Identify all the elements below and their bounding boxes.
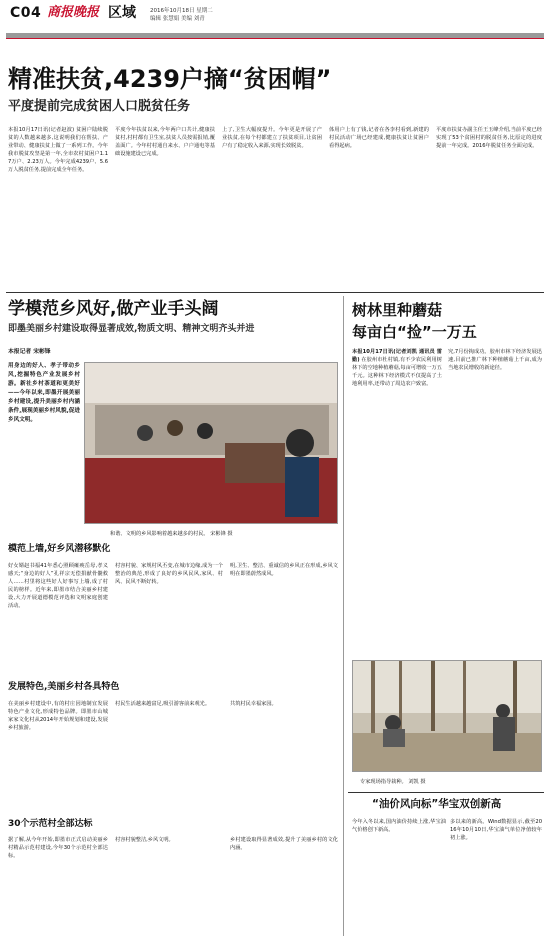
story2-sub2: 发展特色,美丽乡村各具特色	[8, 682, 120, 692]
story2-photo-caption: 和谐、文明的乡风影响着越来越多的村民。 宋彬锋 摄	[110, 531, 233, 537]
page-code: C04	[10, 5, 42, 21]
story2-subtitle: 即墨美丽乡村建设取得显著成效,物质文明、精神文明齐头并进	[8, 324, 255, 334]
story1-col2: 平度今年扶贫以来,今年两户口共计,健康扶贫村,村村都有卫生室,扶贫人员按需报销,覆盖面广。今年村村通自来水、户户通电等基础设施建设已完成。	[115, 127, 215, 157]
story2-sub2-col2: 村民生活越来越富足,吸引游客前来观光。	[115, 701, 211, 707]
paper-name: 商报晚报	[47, 5, 100, 20]
story2-photo	[84, 362, 338, 524]
headline-story2: 学模范乡风好,做产业手头阔	[8, 299, 219, 319]
story3-col1	[352, 348, 442, 664]
story1-col3: 上了,卫生大幅度提升。今年更是开展了产业扶贫,在每个村都建立了扶贫项目,让贫困户有了稳定收入来源,实现长效脱贫。	[222, 127, 322, 149]
story3-photo-caption: 专家现场指导栽种。 刘凯 摄	[360, 779, 426, 785]
story2-sub1-col1: 好女婿赵书福41年悉心照顾瘫痪岳母,孝义感天;“身边的好人”孔祥宗无偿捐献骨髓救人……村里将这些好人好事写上墙,成了村民的榜样。近年来,即墨市结合美丽乡村建设,大力开展道德模范评选和文明家庭创建活动。	[8, 563, 108, 609]
story2-sub2-col3: 共筑村民幸福家园。	[230, 701, 277, 707]
story3-byline: 本报10月17日讯(记者刘凯 通讯员 雷勤)	[352, 349, 442, 363]
story3-text1: 在胶州市杜村镇,有不少农民利用树林下的空地种植蘑菇,每亩可增收一万五千元。这种林下经济模式不仅提高了土地利用率,还带动了周边农户致富。	[352, 357, 442, 387]
story2-lede: 用身边的好人、孝子带动乡风,挖掘特色产业发展乡村游。新社乡村茶道和更美好——今年以来,即墨开展美丽乡村建设,提升美丽乡村内涵条件,展现美丽乡村风貌,促进乡风文明。	[8, 363, 80, 423]
section-name: 区域	[108, 5, 136, 21]
mushroom-forest-photo	[353, 661, 542, 772]
story4-col1: 今年入冬以来,国内油价持续上涨,华宝油气价格创下新高。	[352, 819, 446, 833]
story1-col1: 本报10月17日讯(记者赵波) 贫困户陆续脱贫的人数越来越多,这说明我们在帮扶、产业带动、健康扶贫上做了一系列工作。今年我市脱贫攻坚是第一年,全市农村贫困户1.17万户、2.23万人。今年完成4239户、5.6万人脱贫任务,提前完成全年任务。	[8, 127, 108, 173]
story3-col2: 究,7月份掏成功。胶州市林下经济发展迅速,目前已推广林下种植蘑菇上千亩,成为当地农民增收的新途径。	[448, 349, 542, 371]
story3-photo	[352, 660, 542, 772]
header-editors: 编辑 张慧娟 美编 刘青	[150, 16, 205, 22]
story1-col5: 平度市扶贫办副主任王玉峰介绍,当前平度已经实现了53个贫困村的脱贫任务,比原定的进度提前一年完成。2016年脱贫任务全面完成。	[436, 127, 542, 149]
village-meeting-photo	[85, 363, 338, 524]
story2-sub3: 30个示范村全部达标	[8, 819, 93, 829]
header-rule	[6, 38, 544, 39]
story1-col4: 体用户上有了钱,记者在各李村看到,新建的村民活动广场已经建成,健康扶贫让贫困户看得起病。	[329, 127, 429, 149]
story2-sub2-col1: 在美丽乡村建设中,有的村庄因地制宜发展特色产业文化,形成特色品牌。即墨市山城家家文化村从2014年开始规划和建设,发展乡村旅游。	[8, 701, 108, 731]
headline-story4: “油价风向标”华宝双创新高	[372, 798, 502, 810]
divider-story1	[6, 292, 544, 293]
story2-sub1-col2: 村容村貌、家规村风丕变,在城市边缘,成为一个整治的典范,形成了良好的乡风民风,家风、村风、民风不断好转。	[115, 563, 223, 585]
headline-main: 精准扶贫,4239户摘“贫困帽”	[8, 65, 332, 93]
headline-story3-line2: 每亩白“捡”一万五	[352, 323, 477, 341]
headline-story3-line1: 树林里种蘑菇	[352, 301, 443, 319]
header-meta	[150, 7, 213, 23]
headline-main-subtitle: 平度提前完成贫困人口脱贫任务	[8, 99, 191, 114]
story2-sub3-col1: 据了解,从今年开始,即墨市正式启动美丽乡村精品示范村建设,今年30个示范村全部达标。	[8, 837, 108, 859]
story2-byline: 本报记者 宋彬锋	[8, 349, 51, 355]
column-divider	[343, 296, 344, 936]
story4-col2: 多以来的新高。Wind数据显示,截至2016年10月10日,华宝油气单位净值较年初上涨。	[450, 819, 542, 841]
header-date: 2016年10月18日 星期二	[150, 8, 213, 14]
story2-sub1-col3: 明,卫生、整洁、重诚信的乡风正在形成,乡风文明在即墨蔚然成风。	[230, 563, 338, 577]
divider-story3	[348, 792, 544, 793]
story2-sub1: 模范上墙,好乡风潜移默化	[8, 544, 111, 554]
story2-sub3-col2: 村容村貌整洁,乡风文明。	[115, 837, 174, 843]
story2-sub3-col3: 乡村建设取得显著成效,提升了美丽乡村的文化内涵。	[230, 837, 338, 851]
